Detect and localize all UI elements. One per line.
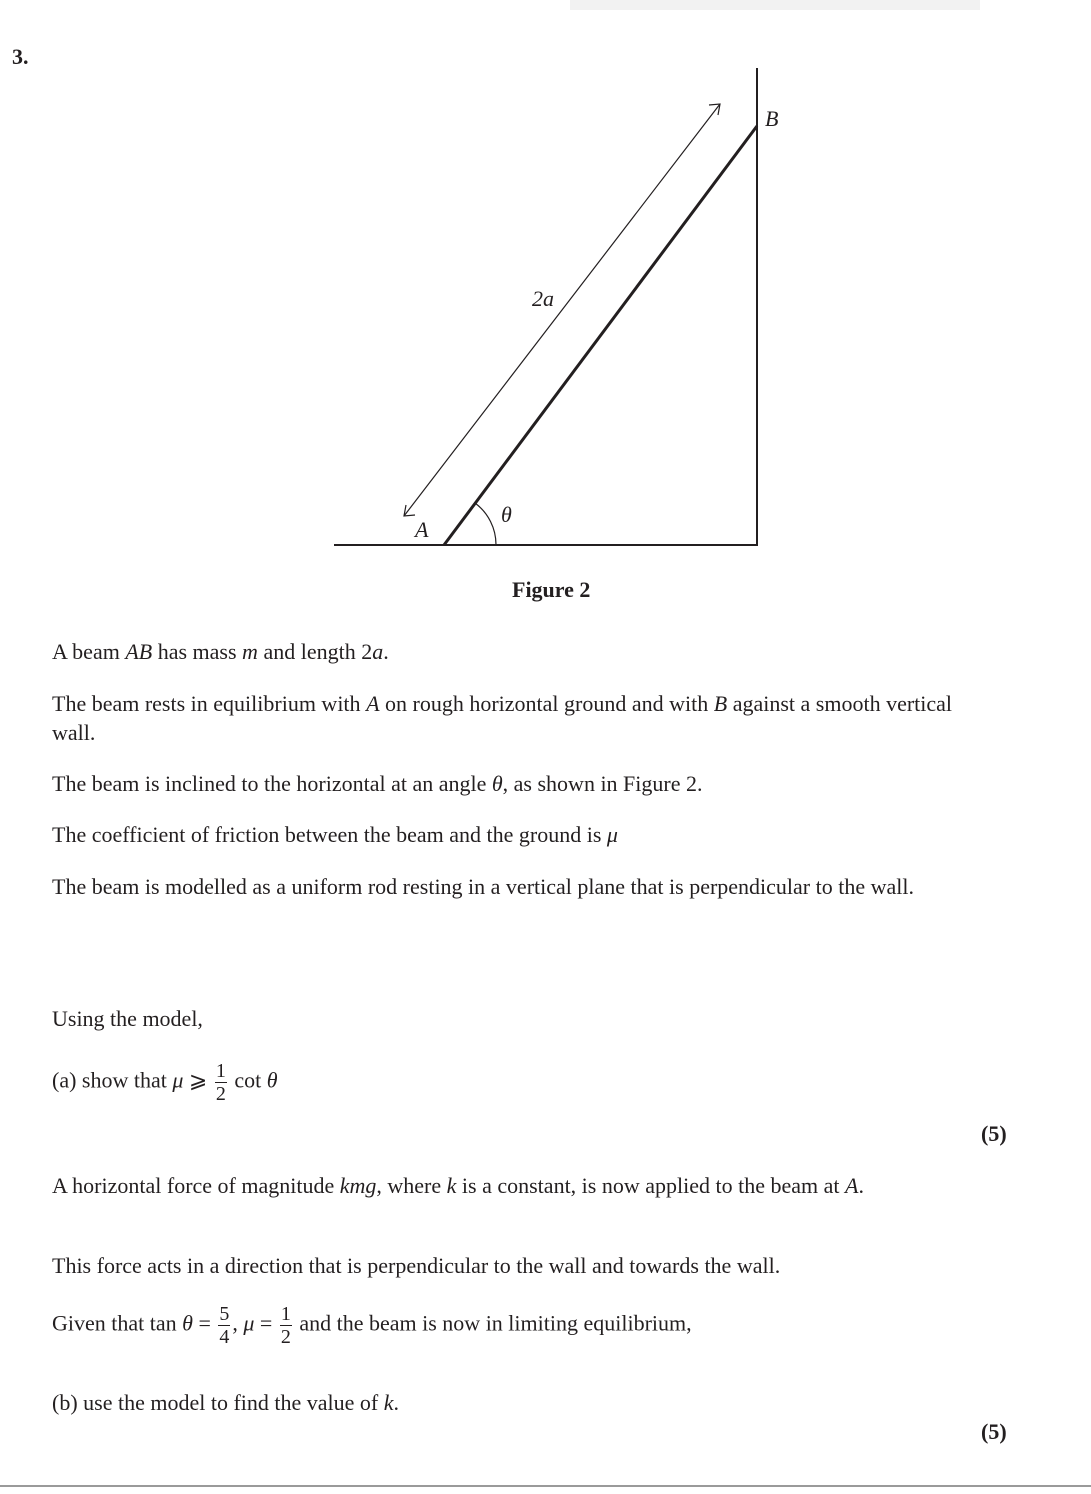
- bottom-rule: [0, 1485, 1091, 1487]
- label-a: A: [415, 517, 429, 542]
- paragraph-model: The beam is modelled as a uniform rod resting in a vertical plane that is perpendicular to the wall.: [52, 874, 914, 899]
- paragraph-beam-intro: A beam AB has mass m and length 2a.: [52, 639, 389, 664]
- angle-arc: [475, 503, 496, 545]
- question-number: 3.: [12, 44, 29, 69]
- paragraph-given-values: Given that tan θ = $\frac{5}{4}$ , μ = $\frac{1}{2}$ and the beam is now in limiting equilibrium,: [52, 1303, 692, 1348]
- fraction-one-half-mu: $\frac{1}{2}$: [280, 1303, 291, 1348]
- beam-ab: [444, 126, 757, 545]
- length-dimension-line: [404, 104, 720, 516]
- label-2a: 2a: [532, 286, 554, 311]
- part-a: (a) show that μ ⩾ $\frac{1}{2}$ cot θ: [52, 1060, 278, 1105]
- marks-part-b: (5): [981, 1419, 1007, 1444]
- fraction-one-half: $\frac{1}{2}$: [215, 1060, 226, 1105]
- marks-part-a: (5): [981, 1121, 1007, 1146]
- paragraph-friction: The coefficient of friction between the beam and the ground is μ: [52, 822, 618, 847]
- paragraph-force-direction: This force acts in a direction that is perpendicular to the wall and towards the wall.: [52, 1253, 781, 1278]
- label-b: B: [765, 106, 779, 131]
- paragraph-using-model: Using the model,: [52, 1006, 203, 1031]
- part-b: (b) use the model to find the value of k.: [52, 1390, 400, 1415]
- figure-caption: Figure 2: [512, 577, 591, 602]
- paragraph-equilibrium: The beam rests in equilibrium with A on rough horizontal ground and with B against a smooth vertical wall.: [52, 691, 953, 745]
- paragraph-inclination: The beam is inclined to the horizontal at an angle θ, as shown in Figure 2.: [52, 771, 703, 796]
- label-theta: θ: [501, 502, 512, 527]
- paragraph-horizontal-force: A horizontal force of magnitude kmg, where k is a constant, is now applied to the beam at A.: [52, 1173, 864, 1198]
- fraction-five-quarters: $\frac{5}{4}$: [219, 1303, 230, 1348]
